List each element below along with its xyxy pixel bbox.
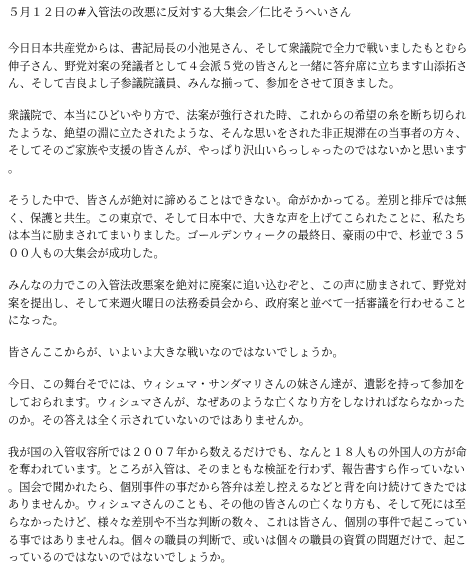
article-title: ５月１２日の#入管法の改悪に反対する大集会／仁比そうへいさん [8, 5, 352, 19]
article-paragraph: 今日、この舞台そでには、ウィシュマ・サンダマリさんの妹さん達が、遺影を持って参加をしておられます。ウィシュマさんが、なぜあのような亡くなり方をしなければならなかったのか。その答えは全く示されていないのではありませんか。 [8, 378, 465, 427]
article-paragraph: 皆さんここからが、いよいよ大きな戦いなのではないでしょうか。 [8, 346, 344, 360]
article-paragraph: そうした中で、皆さんが絶対に諦めることはできない。命がかかってる。差別と排斥では無く、保護と共生。この東京で、そして日本中で、大きな声を上げてこられたことに、私たちは本当に励まされてまいりました。ゴールデンウィークの最終日、豪雨の中で、杉並で３５００人もの大集会が成功した。 [8, 194, 467, 260]
article-paragraph: みんなの力でこの入管法改悪案を絶対に廃案に追い込むぞと、この声に励まされて、野党対案を提出し、そして来週火曜日の法務委員会から、政府案と並べて一括審議を行わせることになった。 [8, 279, 467, 328]
article-paragraph: 衆議院で、本当にひどいやり方で、法案が強行された時、これからの希望の糸を断ち切られたような、絶望の淵に立たされたような、そんな思いをされた非正規滞在の当事者の方々、そしてそのご家族や支援の皆さんが、やっぱり沢山いらっしゃったのではないかと思います。 [8, 109, 467, 176]
article-paragraph: 我が国の入管収容所では２００７年から数えるだけでも、なんと１８人もの外国人の方が命を奪われています。ところが入管は、そのまともな検証を行わず、報告書すら作っていない。国会で聞かれたら、個別事件の事だから答弁は差し控えるなどと背を向け続けてきたではありませんか。ウィシュマさんのことも、その他の皆さんの亡くなり方も、そして死には至らなかったけど、様々な差別や不当な判断の数々、これは皆さん、個別の事件で起こっている事ではありませんね。個々の職員の判断で、或いは個々の職員の資質の問題だけで、起こっているのではないのではないでしょうか。 [8, 445, 468, 565]
article [8, 4, 468, 567]
article-paragraph: 今日日本共産党からは、書記局長の小池晃さん、そして衆議院で全力で戦いましたもとむら伸子さん、野党対案の発議者として４会派５党の皆さんと一緒に答弁席に立ちます山添拓さん、そして吉良よし子参議院議員、みんな揃って、参加をさせて頂きました。 [8, 42, 468, 91]
